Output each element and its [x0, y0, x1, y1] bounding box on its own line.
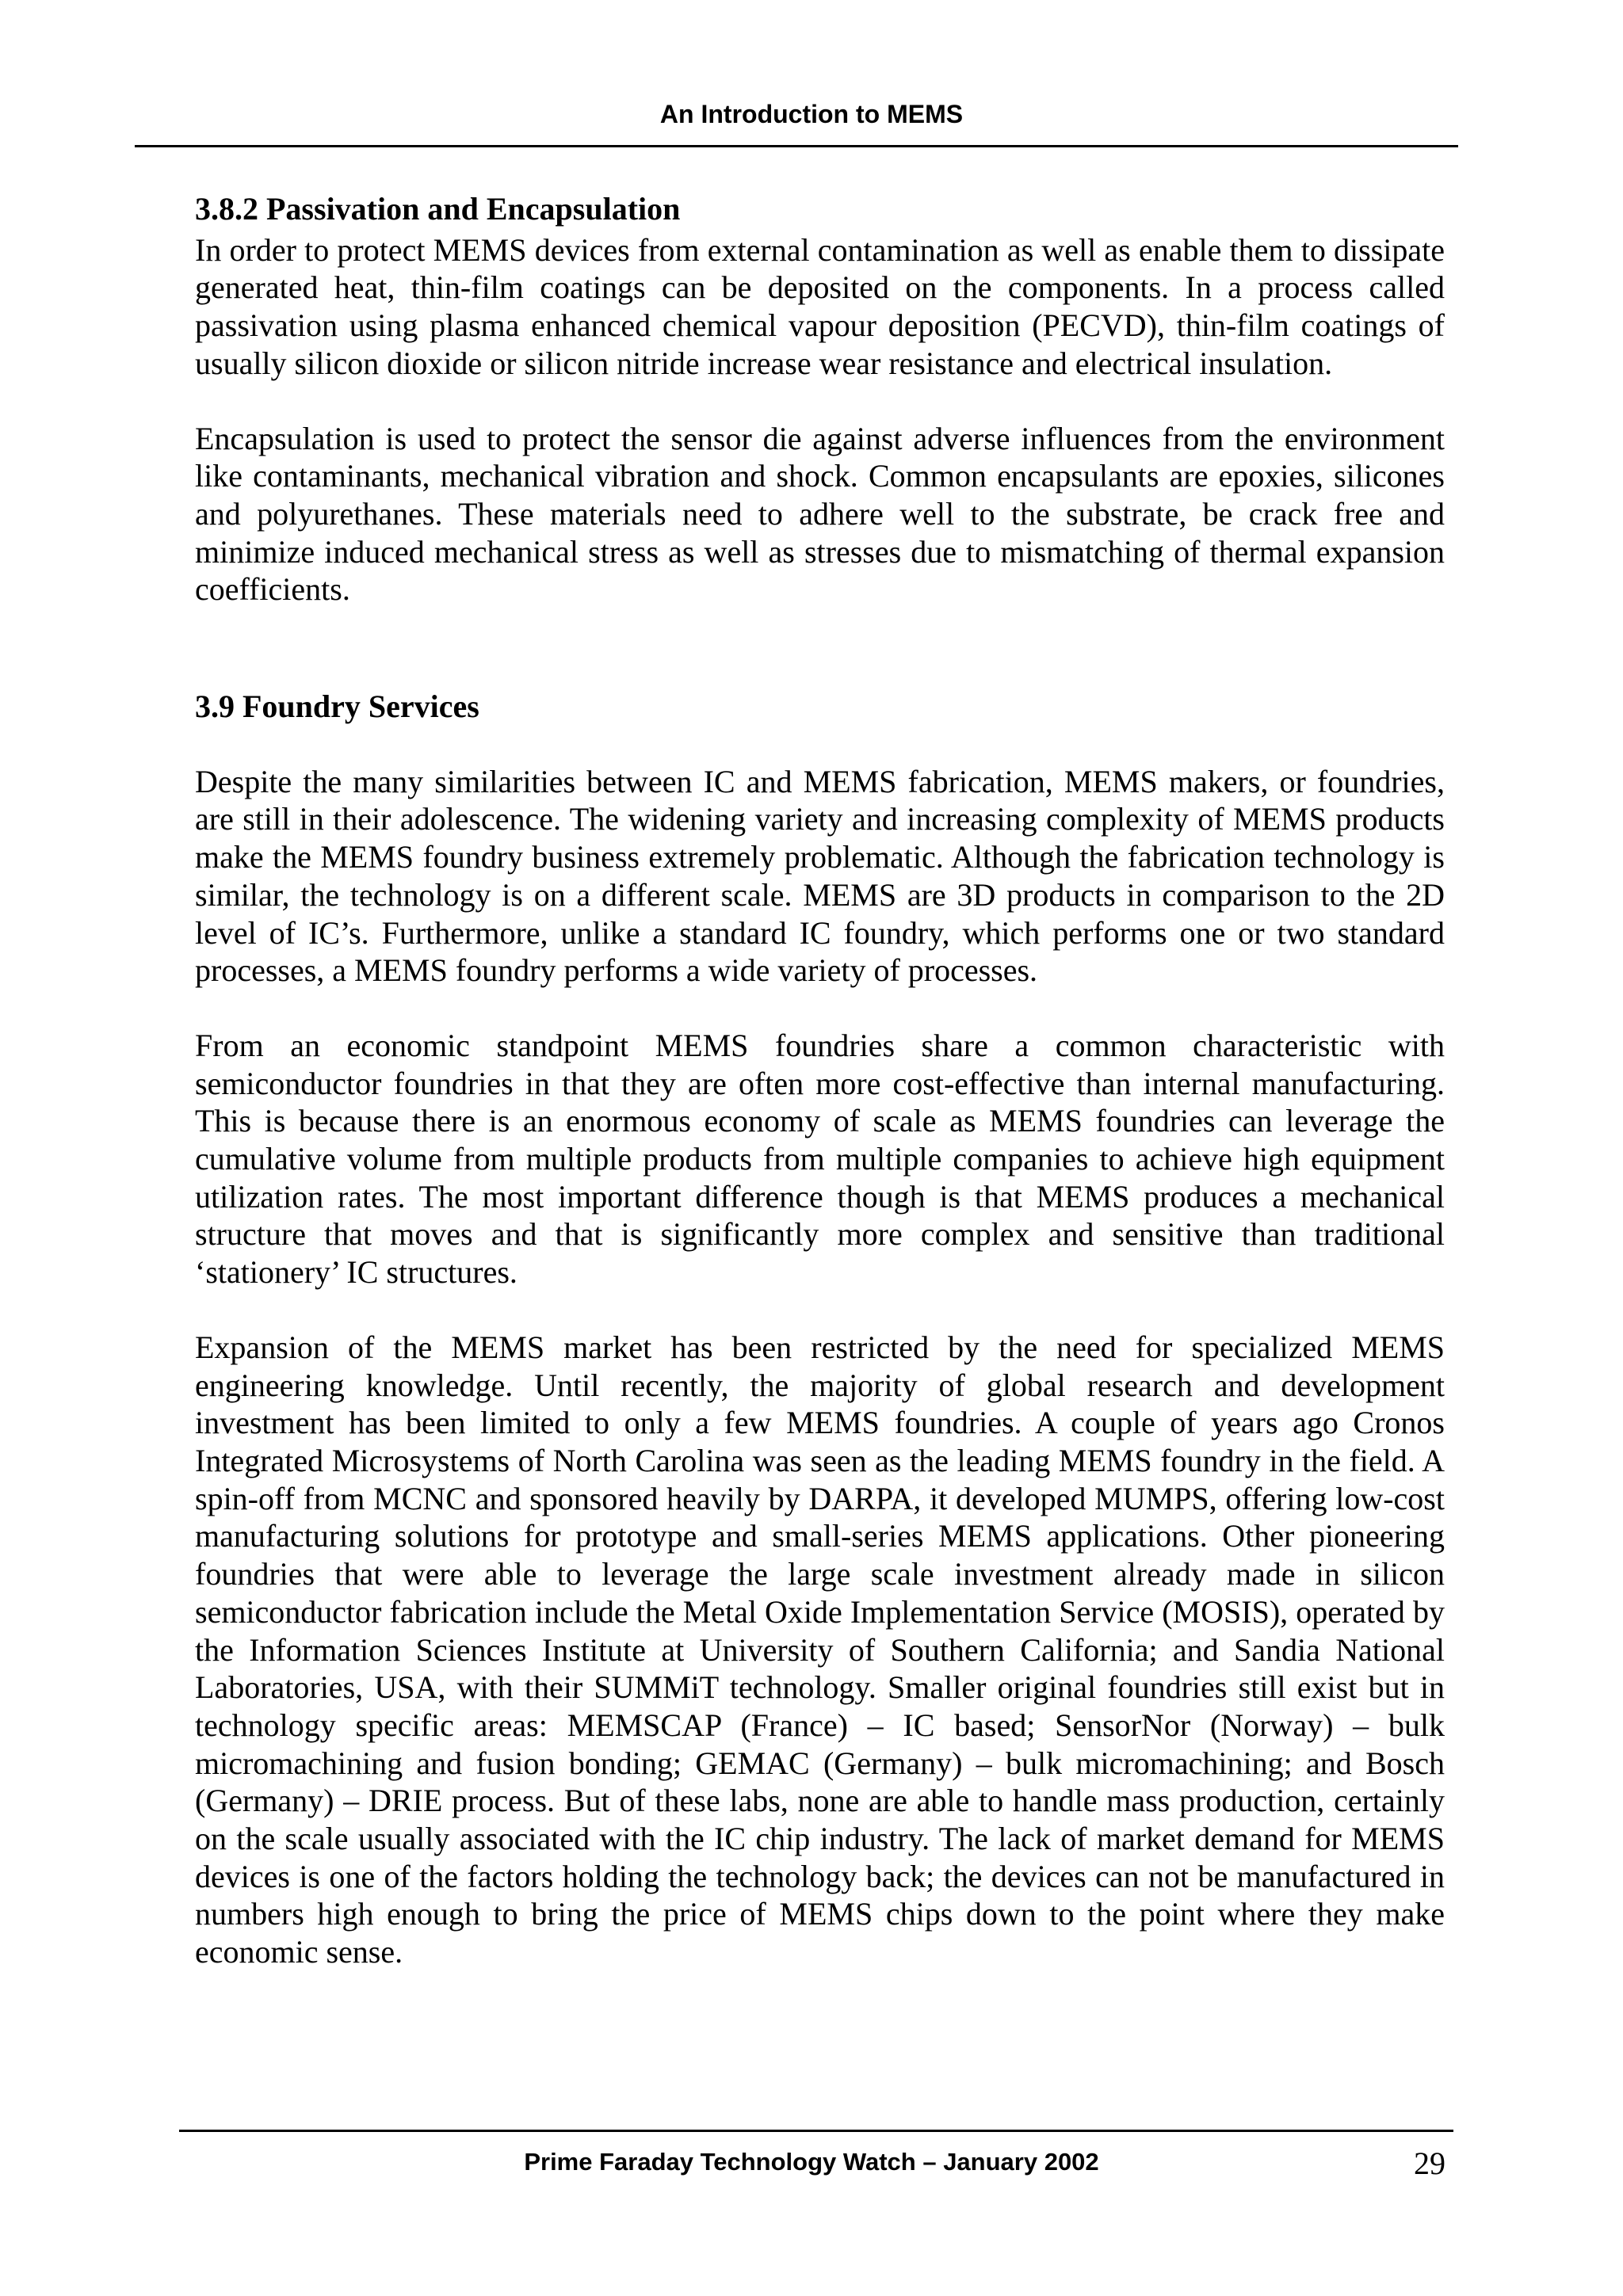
- section-heading-passivation: 3.8.2 Passivation and Encapsulation: [195, 191, 681, 227]
- running-header: An Introduction to MEMS: [659, 100, 964, 128]
- header-divider: [135, 145, 1458, 147]
- section-heading-foundry-services: 3.9 Foundry Services: [195, 688, 479, 725]
- paragraph-foundry-economics: From an economic standpoint MEMS foundries share a common characteristic with semiconductor foundries in that they are often more cost-effective than internal manufacturing. This is because there is an enormous economy of scale as MEMS foundries can leverage the cumulative volume from multiple products from multiple companies to achieve high equipment utilization rates. The most important difference though is that MEMS produces a mechanical structure that moves and that is significantly more complex and sensitive than traditional ‘stationery’ IC structures.: [195, 1027, 1445, 1291]
- paragraph-passivation: In order to protect MEMS devices from external contamination as well as enable them to dissipate generated heat, thin-film coatings can be deposited on the components. In a process called passivation using plasma enhanced chemical vapour deposition (PECVD), thin-film coatings of usually silicon dioxide or silicon nitride increase wear resistance and electrical insulation.: [195, 231, 1445, 381]
- page-body: [195, 190, 1445, 1971]
- page-number: 29: [1414, 2145, 1445, 2181]
- paragraph-foundry-intro: Despite the many similarities between IC and MEMS fabrication, MEMS makers, or foundries, are still in their adolescence. The widening variety and increasing complexity of MEMS products make the MEMS foundry business extremely problematic. Although the fabrication technology is similar, the technology is on a different scale. MEMS are 3D products in comparison to the 2D level of IC’s. Furthermore, unlike a standard IC foundry, which performs one or two standard processes, a MEMS foundry performs a wide variety of processes.: [195, 763, 1445, 989]
- footer-publication: Prime Faraday Technology Watch – January 2002: [524, 2148, 1099, 2176]
- paragraph-encapsulation: Encapsulation is used to protect the sensor die against adverse influences from the environment like contaminants, mechanical vibration and shock. Common encapsulants are epoxies, silicones and polyurethanes. These materials need to adhere well to the substrate, be crack free and minimize induced mechanical stress as well as stresses due to mismatching of thermal expansion coefficients.: [195, 420, 1445, 608]
- footer-divider: [179, 2130, 1453, 2132]
- paragraph-foundry-market: Expansion of the MEMS market has been restricted by the need for specialized MEMS engineering knowledge. Until recently, the majority of global research and development investment has been limited to only a few MEMS foundries. A couple of years ago Cronos Integrated Microsystems of North Carolina was seen as the leading MEMS foundry in the field. A spin-off from MCNC and sponsored heavily by DARPA, it developed MUMPS, offering low-cost manufacturing solutions for prototype and small-series MEMS applications. Other pioneering foundries that were able to leverage the large scale investment already made in silicon semiconductor fabrication include the Metal Oxide Implementation Service (MOSIS), operated by the Information Sciences Institute at University of Southern California; and Sandia National Laboratories, USA, with their SUMMiT technology. Smaller original foundries still exist but in technology specific areas: MEMSCAP (France) – IC based; SensorNor (Norway) – bulk micromachining and fusion bonding; GEMAC (Germany) – bulk micromachining; and Bosch (Germany) – DRIE process. But of these labs, none are able to handle mass production, certainly on the scale usually associated with the IC chip industry. The lack of market demand for MEMS devices is one of the factors holding the technology back; the devices can not be manufactured in numbers high enough to bring the price of MEMS chips down to the point where they make economic sense.: [195, 1329, 1445, 1970]
